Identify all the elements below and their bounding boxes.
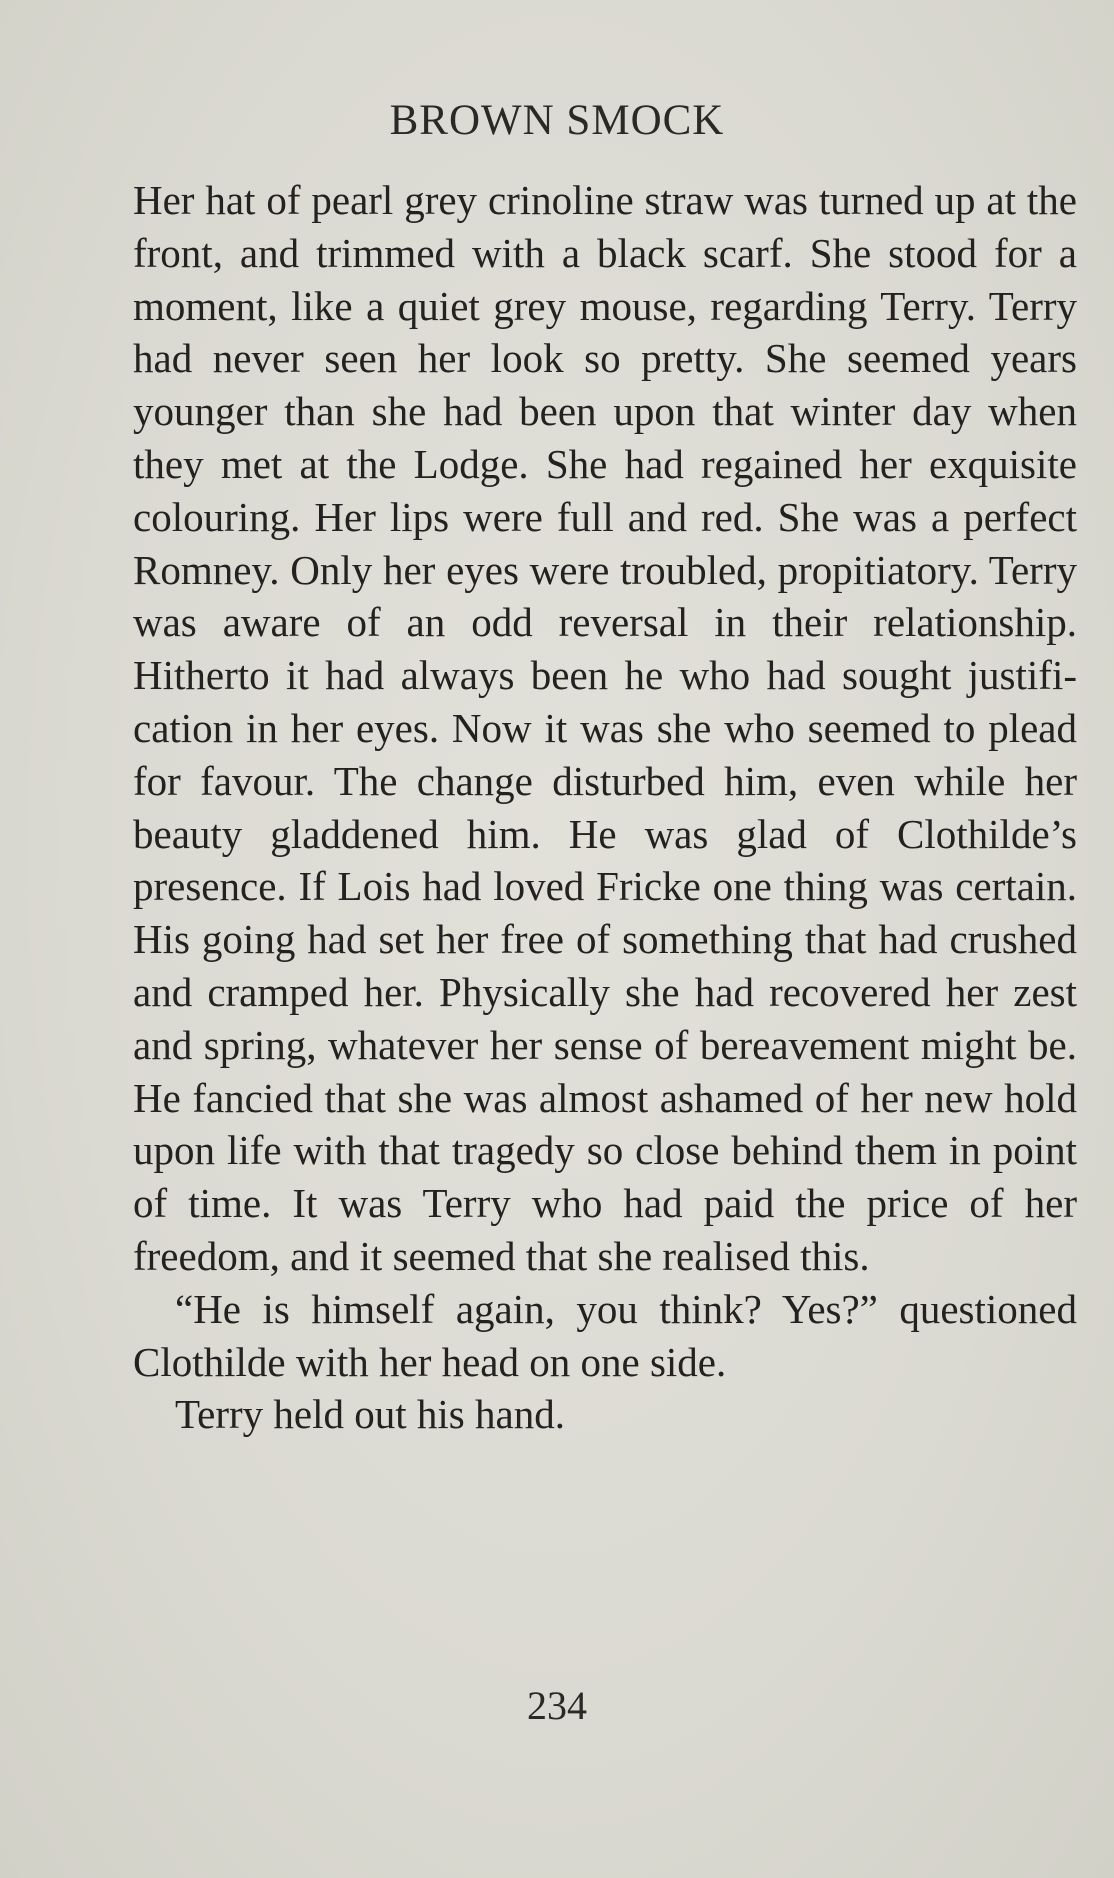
- paragraph: “He is himself again, you think? Yes?” questioned Clothilde with her head on one side.: [133, 1285, 1077, 1385]
- running-head: BROWN SMOCK: [389, 97, 725, 144]
- paragraph: Terry held out his hand.: [175, 1391, 565, 1438]
- body-text: [133, 174, 1077, 1441]
- page-number: 234: [527, 1683, 587, 1728]
- paragraph: Her hat of pearl grey crinoline straw was turned up at the front, and trimmed with a black scarf. She stood for a moment, like a quiet grey mouse, regarding Terry. Terry had never seen her look so pretty. She seemed years younger than she had been upon that winter day when they met at the Lodge. She had regained her exquisite colouring. Her lips were full and red. She was a perfect Romney. Only her eyes were troubled, propitiatory. Terry was aware of an odd reversal in their relationship. Hitherto it had always been he who had sought justification in her eyes. Now it was she who seemed to plead for favour. The change disturbed him, even while her beauty gladdened him. He was glad of Clothilde’s presence. If Lois had loved Fricke one thing was certain. His going had set her free of something that had crushed and cramped her. Physically she had recovered her zest and spring, whatever her sense of bereavement might be. He fancied that she was almost ashamed of her new hold upon life with that tragedy so close behind them in point of time. It was Terry who had paid the price of her freedom, and it seemed that she realised this.: [133, 177, 1077, 1279]
